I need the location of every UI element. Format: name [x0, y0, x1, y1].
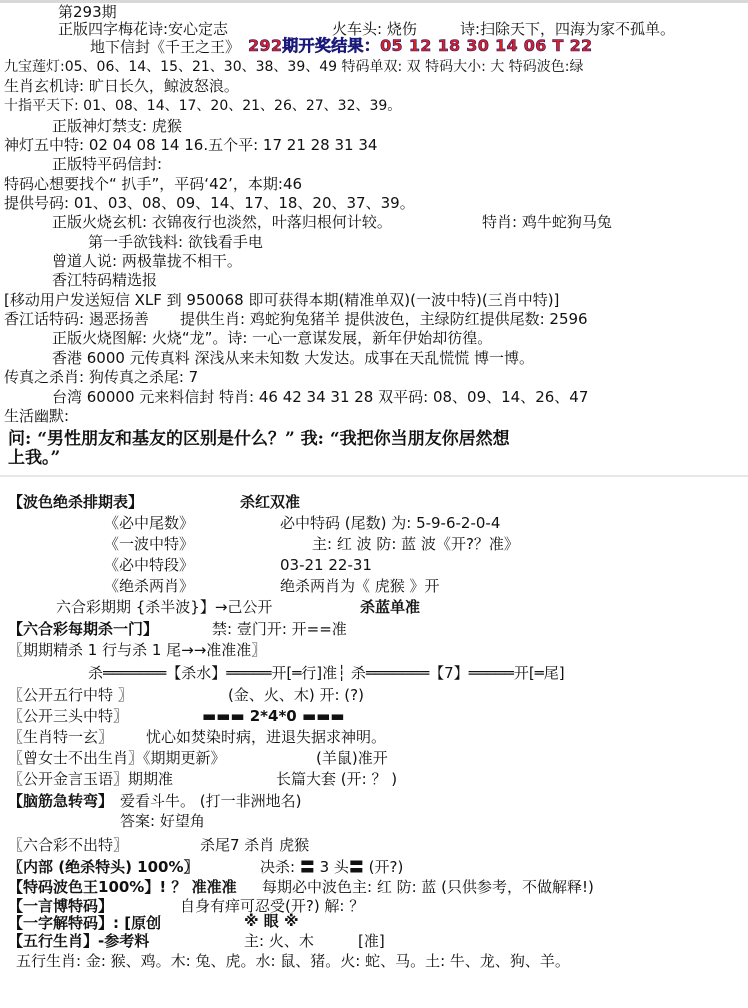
five-elements-zodiac-main: 主: 火、木: [244, 932, 314, 950]
wave-king-label: 【特码波色王100%】! ？ 准准准: [8, 878, 237, 896]
three-heads-label: 〖公开三头中特〗: [8, 707, 129, 725]
golden-words-label: 〖公开金言玉语〗期期准: [8, 770, 174, 788]
internal-kill-value: 决杀: 〓 3 头〓 (开?): [260, 858, 404, 876]
five-elements-zodiac-label: 【五行生肖】-参考料: [8, 932, 150, 950]
golden-words-value: 长篇大套 (开: ？ ): [276, 770, 398, 788]
zodiac-mystery-label: 〖生肖特一玄〗: [8, 728, 114, 746]
sms-promo-line: [移动用户发送短信 XLF 到 950068 即可获得本期(精准单双)(一波中特)(三肖中特)]: [4, 291, 560, 309]
joke-question: 问: “男性朋友和基友的区别是什么？” 我: “我把你当朋友你居然想: [8, 429, 510, 449]
brain-teaser-answer: 答案: 好望角: [120, 812, 205, 830]
fax-kill-line: 传真之杀肖: 狗传真之杀尾: 7: [4, 368, 199, 386]
special-zodiac-line: 特肖: 鸡牛蛇狗马兔: [482, 213, 612, 231]
five-elements-zodiac-mapping: 五行生肖: 金: 猴、鸡。木: 兔、虎。水: 鼠、猪。火: 蛇、马。土: 牛、龙、狗、羊。: [16, 952, 570, 970]
joke-answer: 上我。”: [8, 448, 61, 468]
three-heads-value: ▬▬▬ 2*4*0 ▬▬▬: [202, 707, 345, 725]
brain-teaser-label: 【脑筋急转弯】: [8, 792, 114, 810]
kill-one-gate-label: 【六合彩每期杀一门】: [8, 620, 159, 638]
one-word-label: 【一言博特码】: [8, 897, 114, 915]
must-segment-value: 03-21 22-31: [280, 556, 372, 574]
kill-blue-single: 杀蓝单准: [360, 598, 421, 616]
special-envelope-label: 正版特平码信封:: [52, 155, 163, 173]
lamp-five-special-line: 神灯五中特: 02 04 08 14 16.五个平: 17 21 28 31 34: [4, 136, 378, 154]
previous-draw-result: 292期开奖结果：05 12 18 30 14 06 T 22: [248, 36, 593, 55]
one-word-value: 自身有痒可忍受(开?) 解: ？: [180, 897, 365, 915]
fire-riddle-line: 正版火烧玄机: 衣锦夜行也淡然，叶落归根何计较。: [52, 213, 392, 231]
one-char-value: ※ 眼 ※: [244, 912, 299, 930]
taoist-saying-line: 曾道人说: 两极靠拢不相干。: [52, 252, 242, 270]
lamp-ban-line: 正版神灯禁支: 虎猴: [52, 117, 182, 135]
five-elements-value: (金、火、木) 开: (?): [228, 686, 364, 704]
one-wave-label: 《一波中特》: [104, 535, 195, 553]
must-segment-label: 《必中特段》: [104, 556, 195, 574]
hongkong-fax-line: 香港 6000 元传真料 深浅从来未知数 大发达。成事在天乱慌慌 博一博。: [52, 349, 535, 367]
five-elements-zodiac-mark: [准]: [358, 932, 385, 950]
kill-two-zodiac-value: 绝杀两肖为《 虎猴 》开: [280, 577, 440, 595]
humor-heading: 生活幽默:: [4, 407, 70, 425]
hongkong-selection-heading: 香江特码精选报: [52, 271, 158, 289]
train-head-line: 火车头: 烧伤: [332, 20, 417, 38]
must-tail-value: 必中特码 (尾数) 为: 5-9-6-2-0-4: [280, 514, 501, 532]
must-tail-label: 《必中尾数》: [104, 514, 195, 532]
one-char-label: 【一字解特码】: [原创: [8, 914, 162, 932]
plum-poem-line: 正版四字梅花诗:安心定志: [58, 20, 229, 38]
kill-line-and-tail-heading: 〖期期精杀 1 行与杀 1 尾→→准准准〗: [8, 641, 267, 659]
kill-water-kill-seven-line: 杀═══════【杀水】═════开[═行]准┆ 杀═══════【7】═════开[═尾]: [88, 664, 565, 682]
color-kill-table-title: 【波色绝杀排期表】: [8, 493, 144, 511]
train-poem-line: 诗:扫除天下，四海为家不孤单。: [460, 20, 676, 38]
first-hand-line: 第一手欲钱料: 欲钱看手电: [88, 233, 263, 251]
provided-numbers-line: 提供号码: 01、03、08、09、14、17、18、20、37、39。: [4, 194, 415, 212]
five-elements-label: 〖公开五行中特 〗: [8, 686, 133, 704]
kill-red-double: 杀红双准: [240, 493, 301, 511]
internal-kill-label: 〖内部 (绝杀特头) 100%〗: [8, 858, 199, 876]
hongkong-talk-line: 香江话特码: 遏恶扬善: [4, 310, 149, 328]
no-special-value: 杀尾7 杀肖 虎猴: [200, 836, 310, 854]
issue-number: 第293期: [58, 3, 117, 21]
ten-fingers-numbers: 十指平天下: 01、08、14、17、20、21、26、27、32、39。: [4, 98, 402, 114]
ms-tsang-value: (羊鼠)准开: [316, 749, 388, 767]
zodiac-riddle-poem: 生肖玄机诗: 旷日长久，鲸波怒浪。: [4, 77, 239, 95]
special-code-hint: 特码心想要找个“ 扒手”，平码‘42’，本期:46: [4, 175, 303, 193]
one-wave-value: 主: 红 波 防: 蓝 波《开?？准》: [312, 535, 519, 553]
kill-two-zodiac-label: 《绝杀两肖》: [104, 577, 195, 595]
no-special-label: 〖六合彩不出特〗: [8, 836, 129, 854]
kill-one-gate-value: 禁: 壹门开: 开==准: [212, 620, 347, 638]
underground-envelope-label: 地下信封《千王之王》: [90, 38, 241, 56]
brain-teaser-question: 爱看斗牛。 (打一非洲地名): [120, 792, 302, 810]
wave-king-value: 每期必中波色主: 红 防: 蓝 (只供参考，不做解释!): [262, 878, 594, 896]
ms-tsang-label: 〖曾女士不出生肖〗《期期更新》: [8, 749, 226, 767]
half-wave-line: 六合彩期期 {杀半波}】→己公开: [56, 598, 273, 616]
provided-zodiac-line: 提供生肖: 鸡蛇狗兔猪羊 提供波色，主绿防红提供尾数: 2596: [180, 310, 588, 328]
zodiac-mystery-poem: 忧心如焚染时病，进退失据求神明。: [146, 728, 387, 746]
nine-treasure-lamp-line: 九宝莲灯:05、06、14、15、21、30、38、39、49 特码单双: 双 特码大小: 大 特码波色:绿: [4, 59, 584, 75]
taiwan-envelope-line: 台湾 60000 元来料信封 特肖: 46 42 34 31 28 双平码: 08、09、14、26、47: [52, 388, 589, 406]
fire-diagram-line: 正版火烧图解: 火烧“龙”。诗: 一心一意谋发展，新年伊始却彷徨。: [52, 329, 493, 347]
section-divider: [0, 475, 748, 477]
